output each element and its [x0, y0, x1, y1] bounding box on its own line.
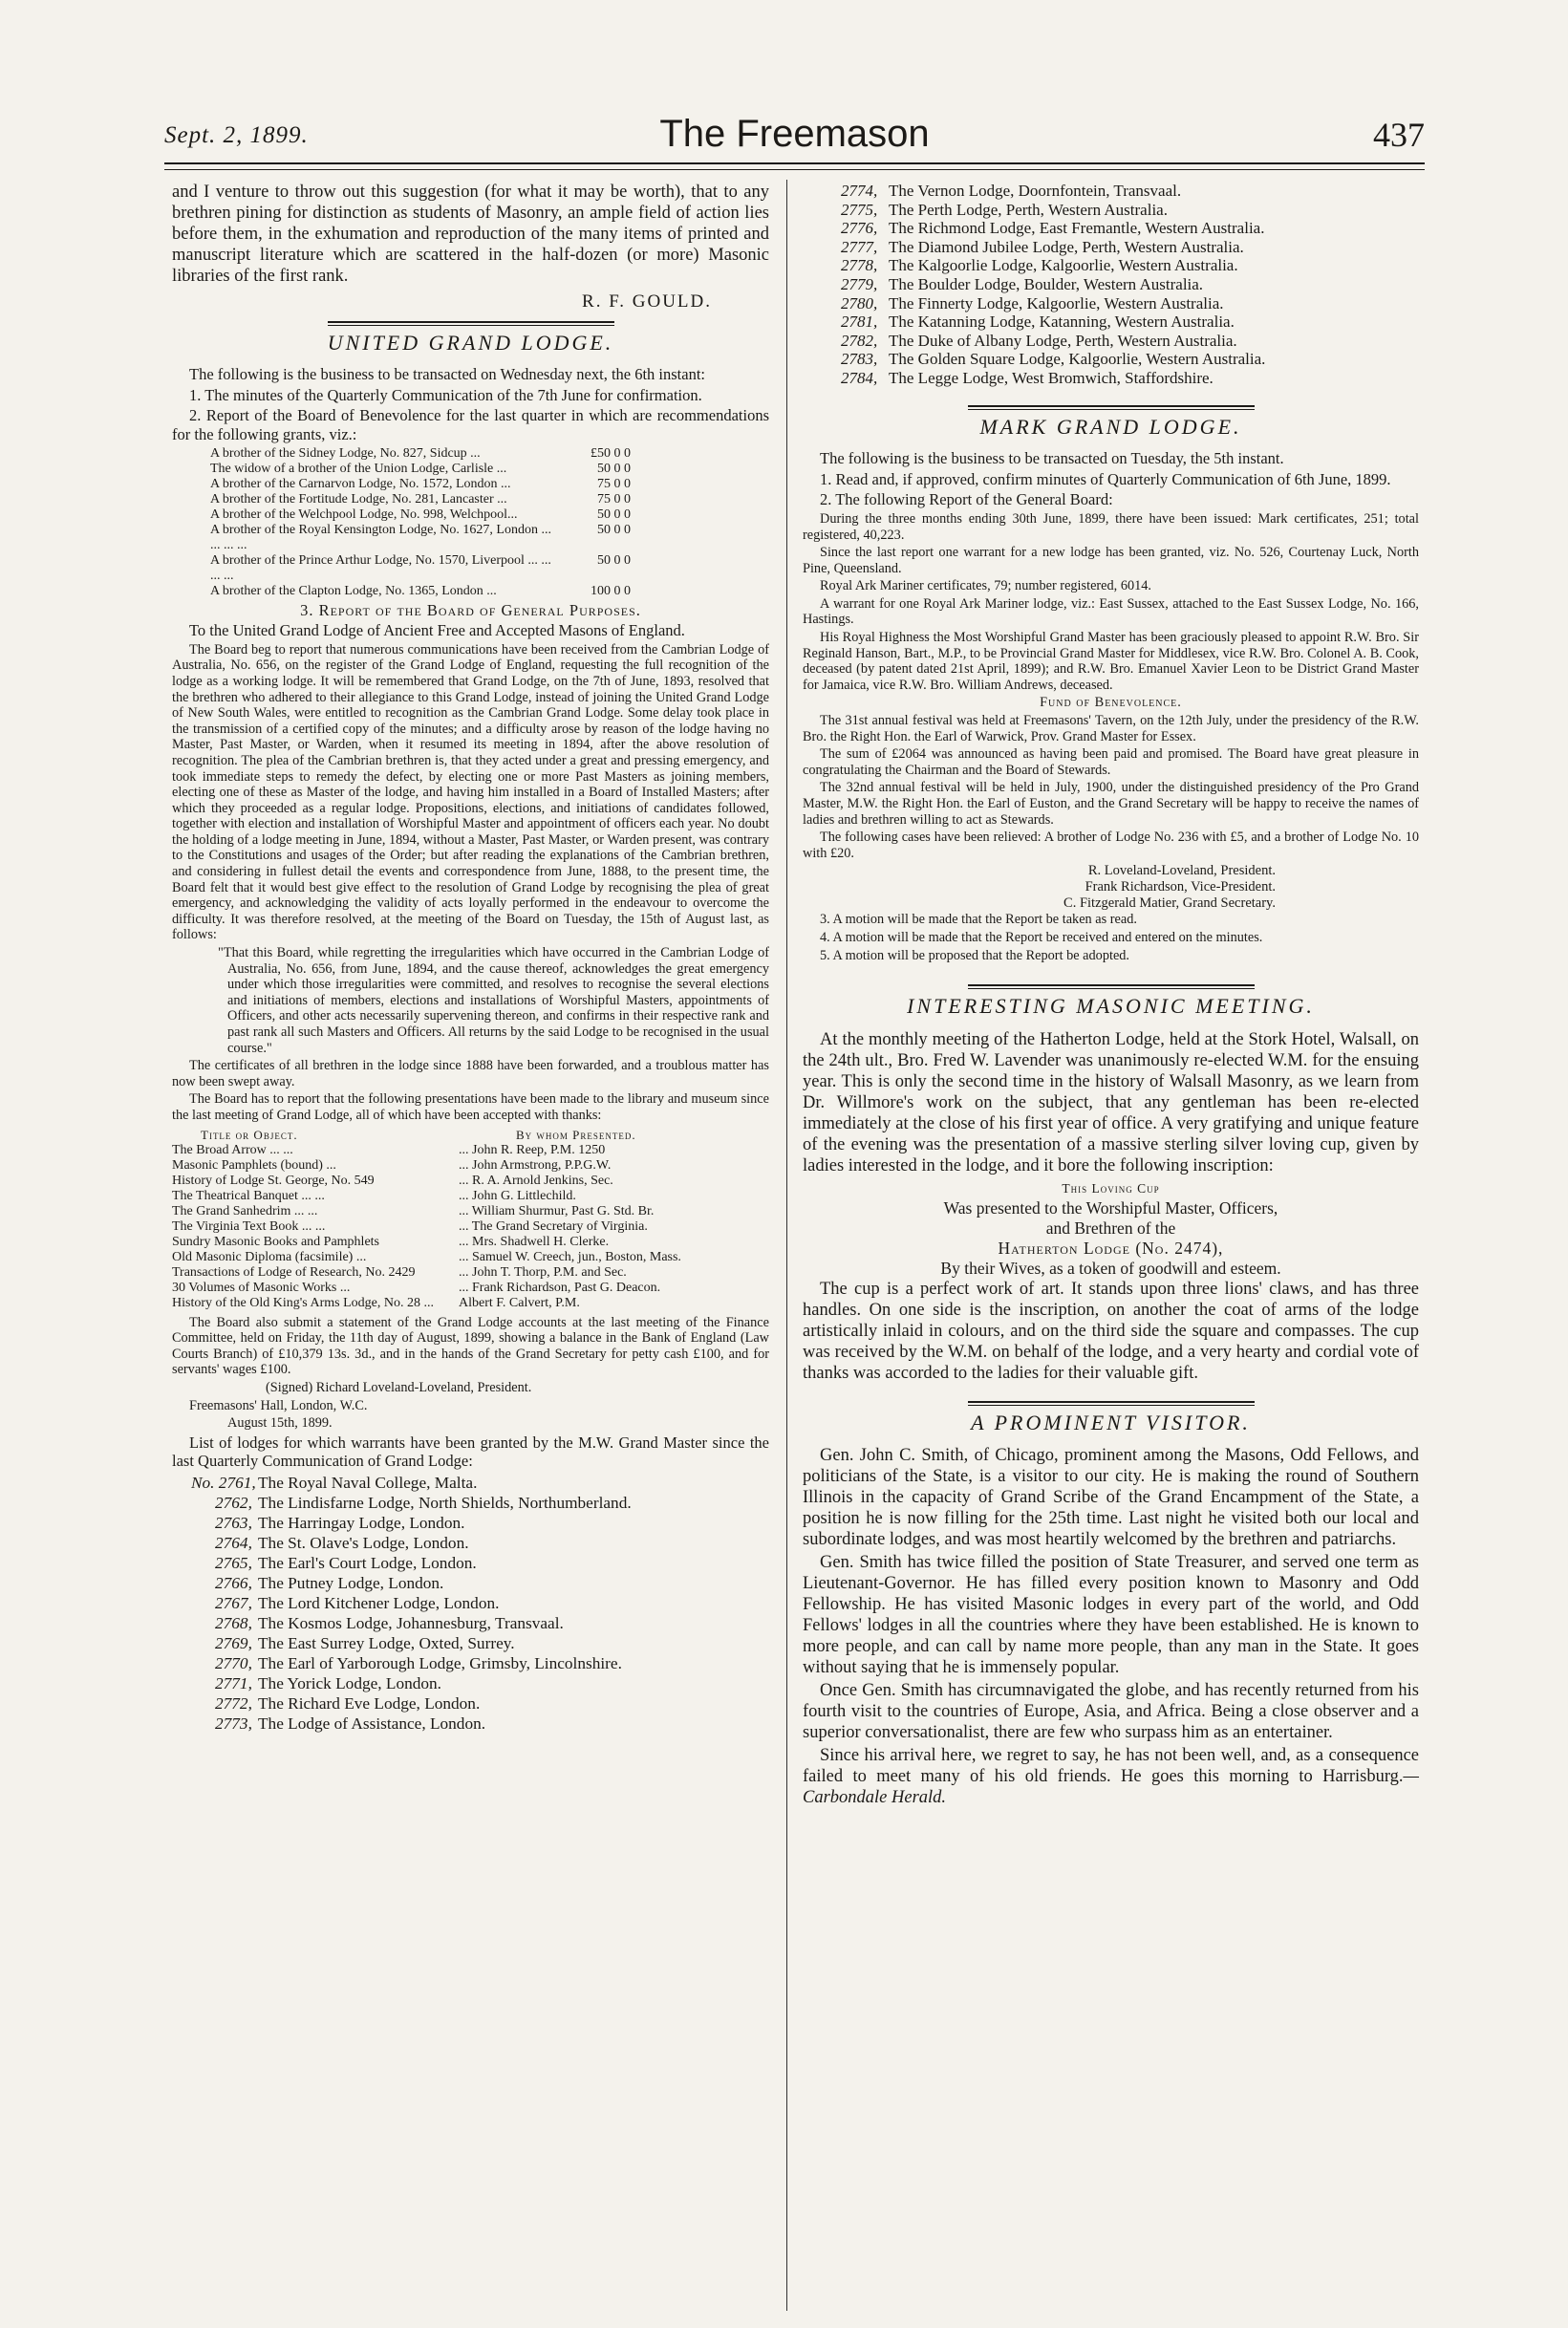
- signed-line: (Signed) Richard Loveland-Loveland, President.: [266, 1379, 532, 1395]
- ugl-heading: UNITED GRAND LODGE.: [327, 330, 614, 355]
- mgl-para: 1. Read and, if approved, confirm minutes of Quarterly Communication of 6th June, 1899.: [820, 469, 1391, 488]
- imm-heading: INTERESTING MASONIC MEETING.: [907, 994, 1315, 1019]
- issue-date: Sept. 2, 1899.: [164, 122, 309, 148]
- list-item: 2767, The Lord Kitchener Lodge, London.: [215, 1593, 500, 1612]
- presentations-table: [172, 1128, 769, 1311]
- table-row: Masonic Pamphlets (bound) ... ... John Armstrong, P.P.G.W.: [172, 1157, 612, 1173]
- mgl-para: The following is the business to be transacted on Tuesday, the 5th instant.: [820, 449, 1284, 468]
- right-column: [803, 182, 1419, 1810]
- list-item: 2776, The Richmond Lodge, East Fremantle, Western Australia.: [841, 219, 1265, 238]
- mgl-para: A warrant for one Royal Ark Mariner lodge, viz.: East Sussex, attached to the East Sussex Lodge, No. 166, Hastings.: [803, 595, 1419, 628]
- grant-row: A brother of the Sidney Lodge, No. 827, Sidcup ... £50 0 0: [210, 445, 631, 461]
- mgl-para: 4. A motion will be made that the Report be received and entered on the minutes.: [820, 929, 1263, 945]
- signatory: C. Fitzgerald Matier, Grand Secretary.: [1063, 895, 1276, 912]
- list-item: 2777, The Diamond Jubilee Lodge, Perth, Western Australia.: [841, 237, 1244, 256]
- list-item: 2762, The Lindisfarne Lodge, North Shields, Northumberland.: [215, 1493, 632, 1512]
- mgl-para: His Royal Highness the Most Worshipful Grand Master has been graciously pleased to appoint R.W. Bro. Sir Reginald Hanson, Bart., M.P., to be Provincial Grand Master for Middlesex, vice R.W. Bro. Colonel A. B. Cook, deceased (by patent dated 21st April, 1899); and R.W. Bro. Emanuel Xavier Leon to be District Grand Master for Jamaica, vice R.W. Bro. William Andrews, deceased.: [803, 630, 1419, 693]
- list-item: 2766, The Putney Lodge, London.: [215, 1573, 444, 1592]
- ugl-para: The Board also submit a statement of the Grand Lodge accounts at the last meeting of the Finance Committee, held on Friday, the 11th day of August, 1899, showing a balance in the Bank of England (Law Courts Branch) of £10,379 13s. 3d., and in the hands of the Grand Secretary for petty cash £100, and for servants' wages £100.: [172, 1314, 769, 1378]
- list-item: 2778, The Kalgoorlie Lodge, Kalgoorlie, Western Australia.: [841, 256, 1238, 275]
- grant-row: A brother of the Welchpool Lodge, No. 998, Welchpool... 50 0 0: [210, 507, 631, 522]
- mgl-para: Royal Ark Mariner certificates, 79; number registered, 6014.: [820, 578, 1151, 594]
- mgl-para: During the three months ending 30th June, 1899, there have been issued: Mark certificates, 251; total registered, 40,223.: [803, 510, 1419, 543]
- mgl-para: The 32nd annual festival will be held in July, 1900, under the distinguished presidency of the Pro Grand Master, M.W. the Right Hon. the Earl of Euston, and the Grand Secretary will be happy to receive the names of ladies and brethren willing to act as Stewards.: [803, 780, 1419, 828]
- list-item: 2774, The Vernon Lodge, Doornfontein, Transvaal.: [841, 182, 1182, 200]
- list-item: 2775, The Perth Lodge, Perth, Western Australia.: [841, 200, 1168, 219]
- ugl-para: 2. Report of the Board of Benevolence for the last quarter in which are recommendations for the following grants, viz.:: [172, 406, 769, 443]
- table-header: Title or Object. By whom Presented.: [201, 1127, 636, 1142]
- bgp-subheading: 3. Report of the Board of General Purposes.: [300, 600, 641, 619]
- gould-letter-ending: and I venture to throw out this suggestion (for what it may be worth), that to any brethren pining for distinction as students of Masonry, an ample field of action lies before them, in the exhumation and reproduction of the many items of printed and manuscript literature which are scattered in the half-dozen (or more) Masonic libraries of the first rank.: [172, 183, 769, 286]
- mgl-signatories: [803, 863, 1276, 912]
- gould-signature: R. F. GOULD.: [582, 291, 712, 312]
- imm-para: At the monthly meeting of the Hatherton Lodge, held at the Stork Hotel, Walsall, on the 24th ult., Bro. Fred W. Lavender was unanimously re-elected W.M. for the ensuing year. This is only the second time in the history of Walsall Masonry, as we learn from Dr. Willmore's work on the subject, that any gentleman has been re-elected immediately at the close of his first year of office. A very gratifying and unique feature of the evening was the presentation of a massive sterling silver loving cup, given by ladies interested in the lodge, and it bore the following inscription:: [803, 1029, 1419, 1175]
- signatory: R. Loveland-Loveland, President.: [1087, 863, 1276, 879]
- board-resolution-quote: "That this Board, while regretting the irregularities which have occurred in the Cambrian Lodge of Australia, No. 656, from June, 1894, and the cause thereof, acknowledges the great emergency under which those irregularities were committed, and resolves to recognise the several elections and initiations of members, elections and installations of Worshipful Masters, appointments of Officers, and other acts necessarily supervening thereon, and confirms in their respective rank and past rank all such Masters and Officers. All returns by the said Lodge to be recognised in the usual course.": [218, 945, 769, 1056]
- list-item: No. 2761, The Royal Naval College, Malta.: [191, 1473, 478, 1492]
- table-row: The Virginia Text Book ... ... ... The Grand Secretary of Virginia.: [172, 1218, 648, 1234]
- ugl-para: List of lodges for which warrants have been granted by the M.W. Grand Master since the last Quarterly Communication of Grand Lodge:: [172, 1433, 769, 1471]
- table-row: The Broad Arrow ... ... ... John R. Reep, P.M. 1250: [172, 1142, 606, 1157]
- list-item: 2783, The Golden Square Lodge, Kalgoorlie, Western Australia.: [841, 350, 1266, 369]
- cup-inscription: This Loving Cup Was presented to the Worshipful Master, Officers, and Brethren of the Hatherton Lodge (No. 2474), By their Wives, as a token of goodwill and esteem.: [940, 1180, 1281, 1278]
- list-item: 2780, The Finnerty Lodge, Kalgoorlie, Western Australia.: [841, 293, 1224, 313]
- section-rule: [968, 405, 1255, 410]
- section-rule: [968, 1401, 1255, 1406]
- imm-para: The cup is a perfect work of art. It stands upon three lions' claws, and has three handles. On one side is the inscription, on another the coat of arms of the lodge artistically inlaid in colours, and on the third side the square and compasses. The cup was received by the W.M. on behalf of the lodge, and a very hearty and cordial vote of thanks was accorded to the ladies for their valuable gift.: [803, 1279, 1419, 1383]
- publication-title: The Freemason: [659, 113, 930, 155]
- lodge-list: [191, 1473, 769, 1734]
- apv-para: Once Gen. Smith has circumnavigated the globe, and has recently returned from his fourth visit to the countries of Europe, Asia, and Africa. Being a close observer and a superior conversationalist, there are few who surpass him as an entertainer.: [803, 1681, 1419, 1743]
- source-credit: —Carbondale Herald.: [803, 1767, 1419, 1808]
- apv-heading: A PROMINENT VISITOR.: [971, 1410, 1251, 1434]
- mgl-para: The following cases have been relieved: A brother of Lodge No. 236 with £5, and a brother of Lodge No. 10 with £20.: [803, 830, 1419, 861]
- column-divider: [786, 180, 787, 2311]
- apv-para: Gen. John C. Smith, of Chicago, prominent among the Masons, Odd Fellows, and politicians of the State, is a visitor to our city. He is making the round of Southern Illinois in the capacity of Grand Scribe of the Grand Encampment of the State, a position he is now filling for the 25th time. Last night he visited both our local and subordinate lodges, and was most heartily welcomed by the brethren and patriarchs.: [803, 1446, 1419, 1550]
- table-row: The Theatrical Banquet ... ... ... John G. Littlechild.: [172, 1188, 576, 1203]
- mgl-para: 3. A motion will be made that the Report be taken as read.: [820, 912, 1137, 928]
- ugl-para: 1. The minutes of the Quarterly Communication of the 7th June for confirmation.: [189, 385, 702, 404]
- ugl-para: The certificates of all brethren in the lodge since 1888 have been forwarded, and a troublous matter has now been swept away.: [172, 1058, 769, 1089]
- hall-line: Freemasons' Hall, London, W.C.: [189, 1397, 368, 1413]
- sig-date: August 15th, 1899.: [227, 1415, 333, 1432]
- mgl-para: Since the last report one warrant for a new lodge has been granted, viz. No. 526, Courtenay Luck, North Pine, Queensland.: [803, 545, 1419, 576]
- ugl-para: The Board beg to report that numerous communications have been received from the Cambrian Lodge of Australia, No. 656, on the register of the Grand Lodge of England, requesting the full recognition of the lodge as a working lodge. It will be remembered that Grand Lodge, on the 7th of June, 1893, resolved that the brethren who adhered to their allegiance to this Grand Lodge, instead of joining the United Grand Lodge of New South Wales, were entitled to recognition as the Cambrian Grand Lodge. Some delay took place in the transmission of a certified copy of the minutes; and a difficulty arose by reason of the lodge having no Master, Past Master, or Warden, when it resumed its meeting in 1894, after the above resolution of recognition. The plea of the Cambrian brethren is, that they acted under a great and pressing emergency, and took immediate steps to remedy the defect, by electing one or more Past Masters as joining members, electing one of these as Master of the lodge, and having him installed in a Board of Installed Masters; after which they proceeded as a regular lodge. Propositions, elections, and initiations of candidates followed, together with election and installation of Worshipful Master and appointment of officers each year. No doubt the holding of a lodge meeting in June, 1894, without a Master, Past Master, or Warden present, was contrary to the Constitutions and usages of the Order; but after reading the explanations of the Cambrian brethren, and considering in fullest detail the events and correspondence from June, 1888, to the present time, the Board felt that it would best give effect to the resolution of Grand Lodge by recognising the plea of great emergency, and acknowledging the validity of acts loyally performed in the endeavour to overcome the difficulty. It was therefore resolved, at the meeting of the Board on Tuesday, the 15th of August last, as follows:: [172, 641, 769, 943]
- apv-para: Gen. Smith has twice filled the position of State Treasurer, and served one term as Lieutenant-Governor. He has filled every position known to Masonry and Odd Fellowship. He has visited Masonic lodges in every part of the world, and Odd Fellows' lodges in all the countries where they have been established. He is known to more people, and can call by name more people, than any man in the State. It goes without saying that he is immensely popular.: [803, 1553, 1419, 1678]
- mgl-para: 5. A motion will be proposed that the Report be adopted.: [820, 947, 1130, 963]
- mgl-para: 2. The following Report of the General Board:: [820, 490, 1113, 509]
- list-item: 2765, The Earl's Court Lodge, London.: [215, 1553, 477, 1572]
- list-item: 2771, The Yorick Lodge, London.: [215, 1673, 441, 1692]
- list-item: 2769, The East Surrey Lodge, Oxted, Surrey.: [215, 1633, 515, 1652]
- table-row: History of the Old King's Arms Lodge, No. 28 ... Albert F. Calvert, P.M.: [172, 1295, 580, 1310]
- left-column: [172, 182, 769, 1734]
- table-row: The Grand Sanhedrim ... ... ... William Shurmur, Past G. Std. Br.: [172, 1203, 655, 1218]
- mgl-heading: MARK GRAND LODGE.: [979, 414, 1242, 439]
- masthead: [164, 113, 1425, 161]
- table-row: 30 Volumes of Masonic Works ... ... Frank Richardson, Past G. Deacon.: [172, 1280, 661, 1295]
- ugl-para: The following is the business to be transacted on Wednesday next, the 6th instant:: [189, 365, 706, 384]
- list-item: 2764, The St. Olave's Lodge, London.: [215, 1533, 469, 1552]
- ugl-para: The Board has to report that the following presentations have been made to the library and museum since the last meeting of Grand Lodge, all of which have been accepted with thanks:: [172, 1091, 769, 1123]
- list-item: 2781, The Katanning Lodge, Katanning, Western Australia.: [841, 313, 1235, 332]
- list-item: 2763, The Harringay Lodge, London.: [215, 1513, 465, 1532]
- grant-row: A brother of the Fortitude Lodge, No. 281, Lancaster ... 75 0 0: [210, 491, 631, 507]
- grant-row: A brother of the Royal Kensington Lodge, No. 1627, London ... ... ... ... 50 0 0: [210, 522, 631, 552]
- list-item: 2768, The Kosmos Lodge, Johannesburg, Transvaal.: [215, 1613, 564, 1632]
- list-item: 2779, The Boulder Lodge, Boulder, Western Australia.: [841, 274, 1204, 293]
- grant-row: A brother of the Carnarvon Lodge, No. 1572, London ... 75 0 0: [210, 476, 631, 491]
- ugl-para: To the United Grand Lodge of Ancient Free and Accepted Masons of England.: [189, 621, 685, 640]
- mgl-para: The 31st annual festival was held at Freemasons' Tavern, on the 12th July, under the presidency of the R.W. Bro. the Right Hon. the Earl of Warwick, Prov. Grand Master for Essex.: [803, 713, 1419, 744]
- apv-para: Since his arrival here, we regret to say, he has not been well, and, as a consequence failed to meet many of his old friends. He goes this morning to Harrisburg.—Carbondale Herald.: [803, 1746, 1419, 1808]
- lodge-list-continued: [841, 182, 1419, 388]
- mgl-para: The sum of £2064 was announced as having been paid and promised. The Board have great pleasure in congratulating the Chairman and the Board of Stewards.: [803, 746, 1419, 778]
- table-row: Old Masonic Diploma (facsimile) ... ... Samuel W. Creech, jun., Boston, Mass.: [172, 1249, 681, 1264]
- table-row: History of Lodge St. George, No. 549 ... R. A. Arnold Jenkins, Sec.: [172, 1173, 613, 1188]
- list-item: 2784, The Legge Lodge, West Bromwich, Staffordshire.: [841, 368, 1214, 387]
- section-rule: [328, 321, 614, 326]
- masthead-rule: [164, 162, 1425, 170]
- fund-subheading: Fund of Benevolence.: [1040, 695, 1182, 711]
- grant-row: A brother of the Clapton Lodge, No. 1365, London ... 100 0 0: [210, 583, 631, 598]
- signatory: Frank Richardson, Vice-President.: [1085, 879, 1276, 895]
- list-item: 2782, The Duke of Albany Lodge, Perth, Western Australia.: [841, 331, 1237, 350]
- list-item: 2772, The Richard Eve Lodge, London.: [215, 1693, 481, 1713]
- list-item: 2773, The Lodge of Assistance, London.: [215, 1714, 486, 1733]
- section-rule: [968, 984, 1255, 989]
- table-row: Sundry Masonic Books and Pamphlets ... Mrs. Shadwell H. Clerke.: [172, 1234, 610, 1249]
- grant-row: A brother of the Prince Arthur Lodge, No. 1570, Liverpool ... ... ... ... 50 0 0: [210, 552, 631, 583]
- grants-list: [210, 446, 769, 599]
- page-number: 437: [1373, 116, 1425, 154]
- grant-row: The widow of a brother of the Union Lodge, Carlisle ... 50 0 0: [210, 461, 631, 476]
- table-row: Transactions of Lodge of Research, No. 2429 ... John T. Thorp, P.M. and Sec.: [172, 1264, 627, 1280]
- list-item: 2770, The Earl of Yarborough Lodge, Grimsby, Lincolnshire.: [215, 1653, 622, 1672]
